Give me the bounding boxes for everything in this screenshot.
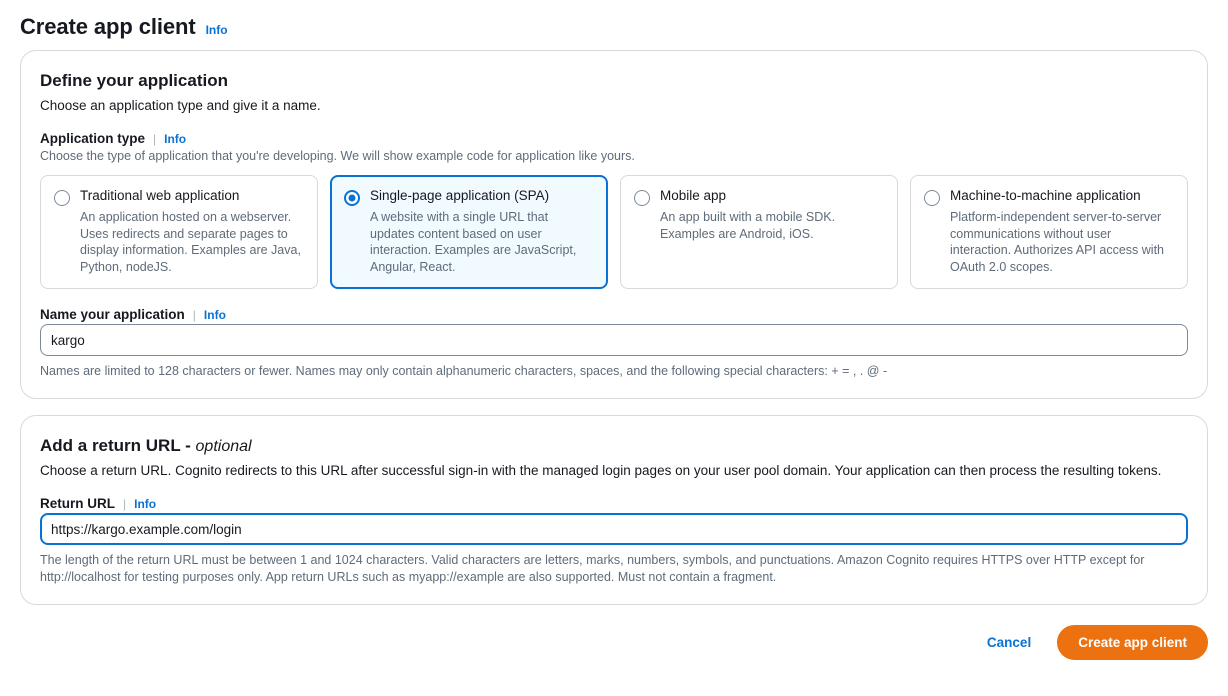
option-title: Single-page application (SPA) [370, 188, 550, 204]
return-url-card [20, 415, 1208, 605]
return-url-title-optional: optional [195, 438, 252, 456]
label-divider: | [153, 131, 157, 146]
return-url-description: Choose a return URL. Cognito redirects to this URL after successful sign-in with the managed login pages on your user pool domain. Your application can then process the resulting tokens. [40, 463, 1162, 479]
app-type-option-traditional-web[interactable] [40, 175, 318, 289]
application-name-label: Name your application [40, 307, 185, 323]
application-name-field-block [40, 307, 1188, 380]
return-url-helper-text: The length of the return URL must be between 1 and 1024 characters. Valid characters are letters, marks, numbers, symbols, and punctuations. Amazon Cognito requires HTTPS over HTTP except for http://localhost for testing purposes only. App return URLs such as myapp://example are also supported. Must not contain a fragment. [40, 553, 1145, 585]
application-type-radio-group [40, 175, 1188, 289]
application-name-helper-text: Names are limited to 128 characters or fewer. Names may only contain alphanumeric characters, spaces, and the following special characters: + = , . @ - [40, 364, 888, 379]
option-title: Mobile app [660, 188, 727, 204]
create-app-client-button[interactable]: Create app client [1057, 625, 1208, 660]
form-actions [0, 621, 1228, 660]
radio-icon-selected[interactable] [344, 190, 360, 206]
cancel-button[interactable]: Cancel [983, 629, 1035, 656]
page-title: Create app client [20, 14, 196, 39]
label-divider: | [192, 307, 196, 322]
application-name-label-row [40, 307, 1188, 322]
radio-icon[interactable] [634, 190, 650, 206]
application-type-label-row [40, 131, 1188, 146]
define-application-card [20, 50, 1208, 399]
radio-icon[interactable] [924, 190, 940, 206]
define-application-title: Define your application [40, 71, 228, 90]
label-divider: | [123, 496, 127, 511]
option-description: An application hosted on a webserver. Uses redirects and separate pages to display information. Examples are Java, Python, nodeJS. [80, 210, 301, 274]
option-title: Machine-to-machine application [950, 188, 1141, 204]
application-name-info-link[interactable]: Info [203, 307, 226, 322]
return-url-title [40, 436, 1188, 456]
app-type-option-spa[interactable] [330, 175, 608, 289]
application-type-label: Application type [40, 131, 146, 147]
define-application-description: Choose an application type and give it a name. [40, 98, 321, 113]
return-url-title-text: Add a return URL - [40, 436, 196, 456]
return-url-label: Return URL [40, 496, 115, 512]
return-url-input[interactable] [40, 513, 1188, 545]
page-header [0, 0, 1228, 50]
app-type-option-machine-to-machine[interactable] [910, 175, 1188, 289]
radio-icon[interactable] [54, 190, 70, 206]
page-info-link[interactable]: Info [205, 23, 228, 37]
application-type-info-link[interactable]: Info [164, 131, 187, 146]
application-name-input[interactable] [40, 324, 1188, 356]
option-title: Traditional web application [80, 188, 240, 204]
app-type-option-mobile[interactable] [620, 175, 898, 289]
option-description: Platform-independent server-to-server communications without user interaction. Authorizes API access with OAuth 2.0 scopes. [950, 210, 1164, 274]
application-type-hint: Choose the type of application that you're developing. We will show example code for application like yours. [40, 149, 635, 164]
option-description: A website with a single URL that updates content based on user interaction. Examples are JavaScript, Angular, React. [370, 210, 577, 274]
option-description: An app built with a mobile SDK. Examples are Android, iOS. [660, 210, 836, 241]
return-url-label-row [40, 496, 1188, 511]
return-url-info-link[interactable]: Info [134, 496, 157, 511]
